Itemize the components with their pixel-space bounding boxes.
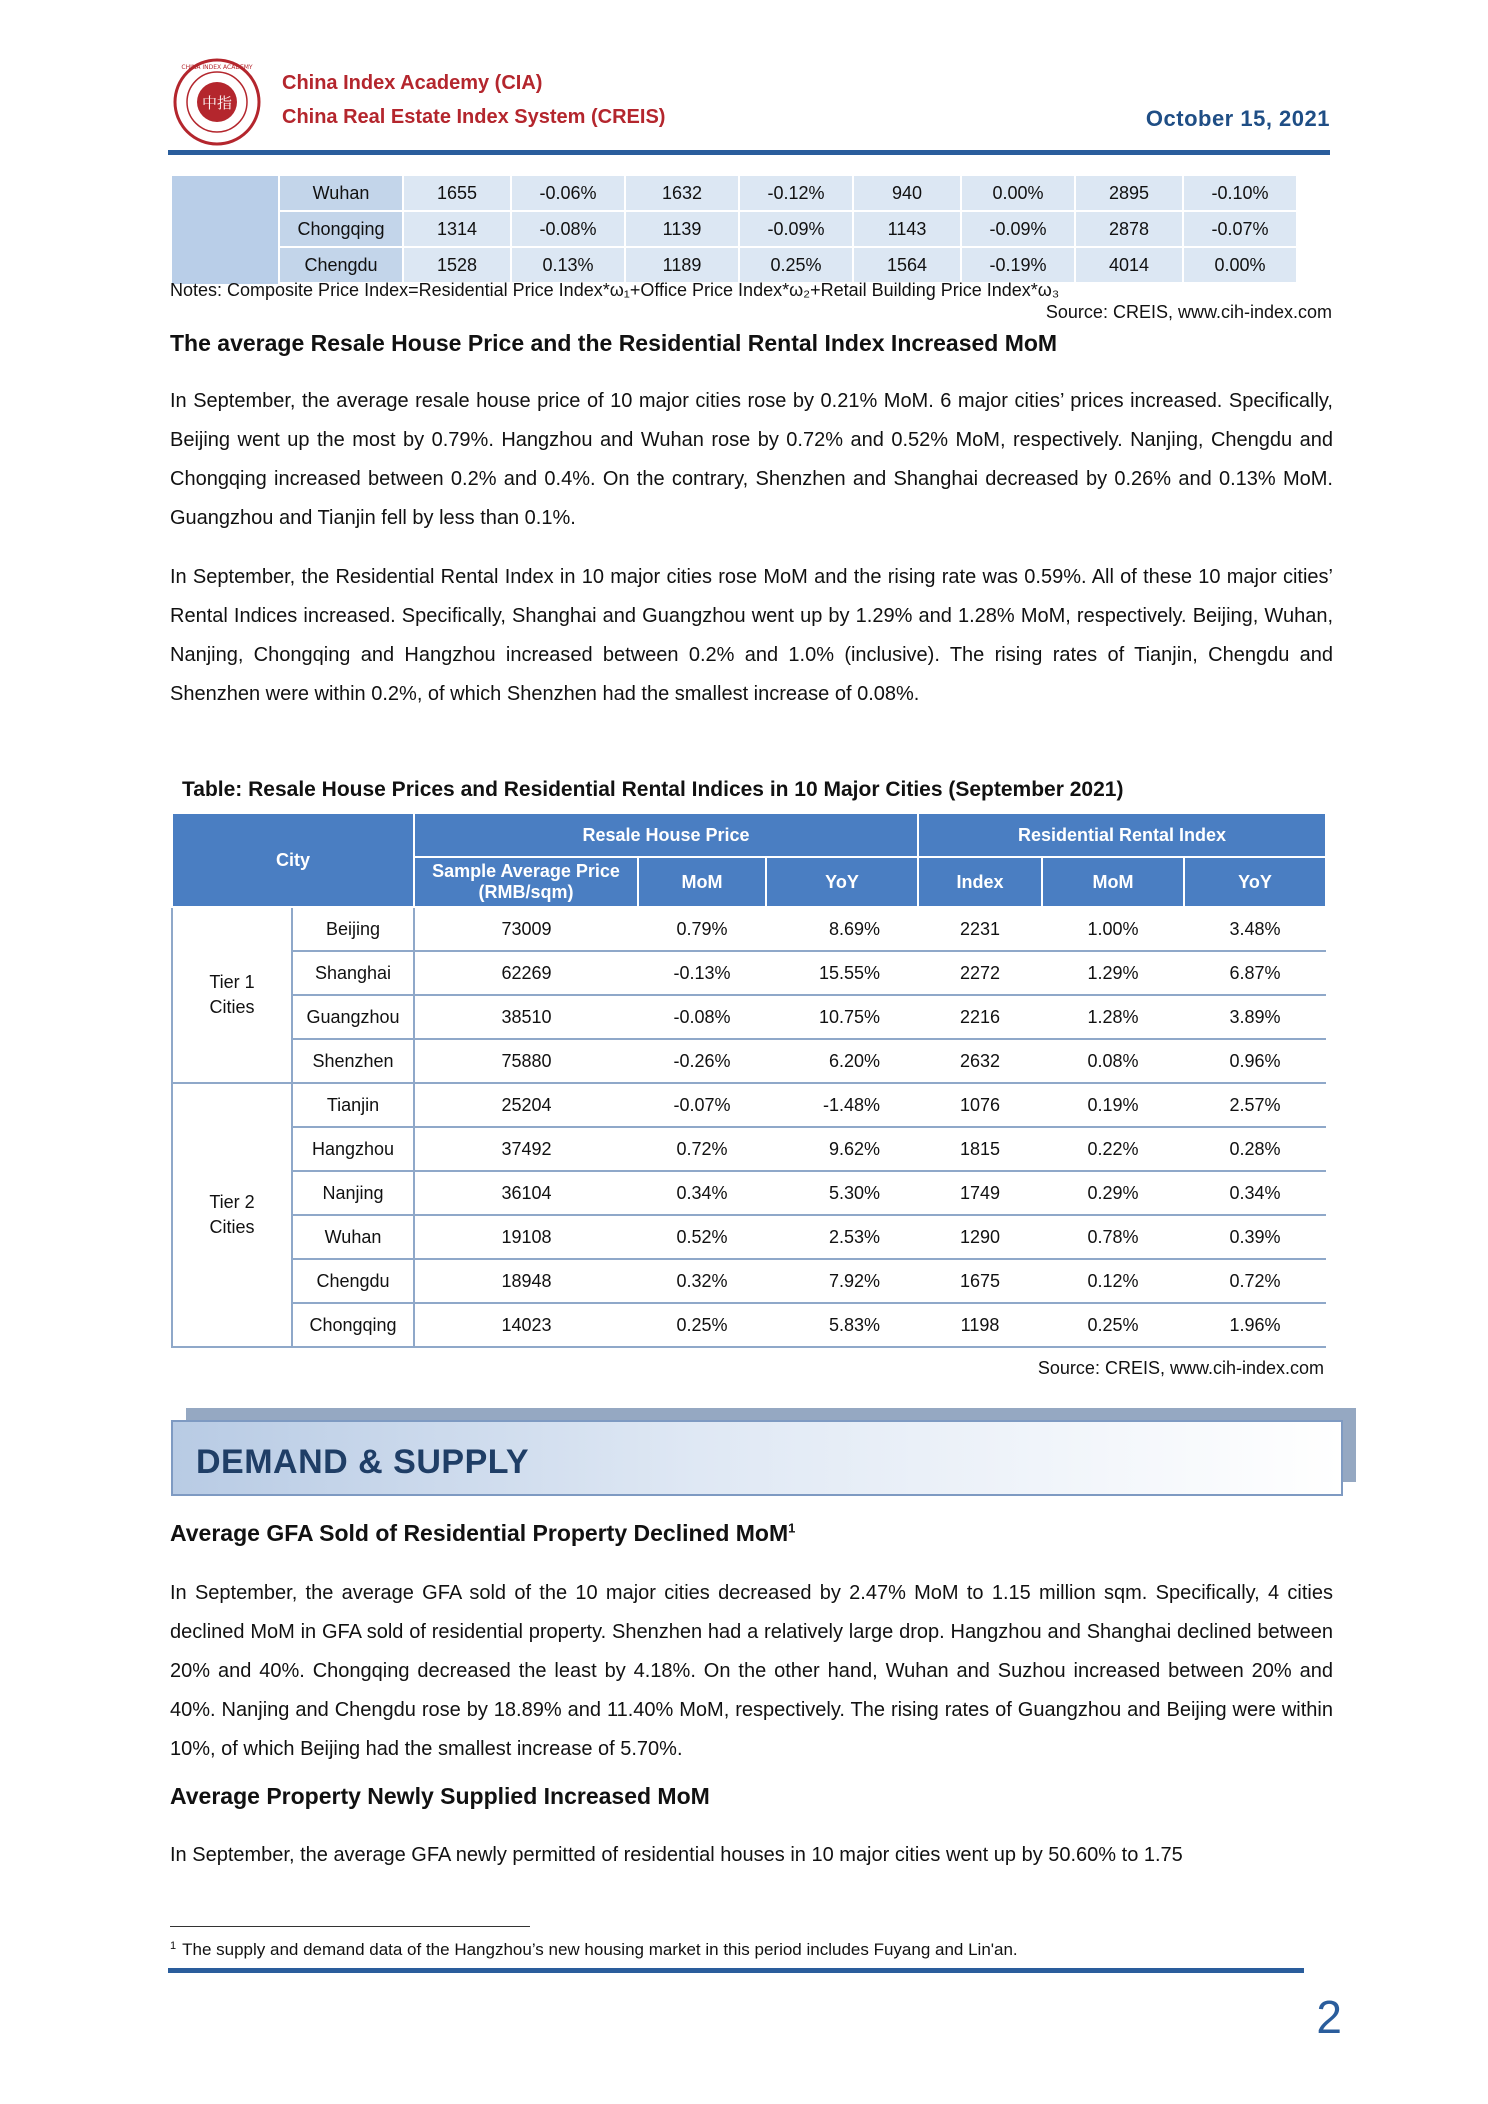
table-row bbox=[172, 1127, 1326, 1171]
table-notes: Notes: Composite Price Index=Residential Price Index*ω₁+Office Price Index*ω₂+Retail Building Price Index*ω₃ bbox=[170, 280, 1060, 300]
composite-index-table-fragment bbox=[172, 176, 1298, 284]
value-cell: 2878 bbox=[1076, 212, 1184, 248]
rmom-cell: 1.29% bbox=[1042, 951, 1184, 995]
ryoy-cell: 1.96% bbox=[1184, 1303, 1326, 1347]
mom-cell: -0.13% bbox=[638, 951, 766, 995]
footnote-rule bbox=[170, 1926, 530, 1927]
logo-ring-text: CHINA INDEX ACADEMY bbox=[181, 64, 253, 71]
tier-label-line: Tier 1 bbox=[209, 972, 255, 992]
heading-gfa-text: Average GFA Sold of Residential Property Declined MoM bbox=[170, 1520, 789, 1546]
table-row bbox=[172, 1303, 1326, 1347]
city-cell: Hangzhou bbox=[292, 1127, 414, 1171]
value-cell: -0.19% bbox=[962, 248, 1076, 284]
price-cell: 62269 bbox=[414, 951, 638, 995]
city-cell: Wuhan bbox=[280, 176, 404, 212]
footer-rule bbox=[168, 1968, 1304, 1973]
index-cell: 2216 bbox=[918, 995, 1042, 1039]
value-cell: 1143 bbox=[854, 212, 962, 248]
ryoy-cell: 0.96% bbox=[1184, 1039, 1326, 1083]
table-row bbox=[172, 951, 1326, 995]
top-table-row bbox=[172, 248, 1298, 284]
rmom-cell: 1.00% bbox=[1042, 907, 1184, 951]
price-cell: 36104 bbox=[414, 1171, 638, 1215]
index-cell: 2272 bbox=[918, 951, 1042, 995]
value-cell: 1632 bbox=[626, 176, 740, 212]
city-cell: Guangzhou bbox=[292, 995, 414, 1039]
yoy-cell: -1.48% bbox=[766, 1083, 918, 1127]
yoy-cell: 6.20% bbox=[766, 1039, 918, 1083]
table-row bbox=[172, 1171, 1326, 1215]
ryoy-cell: 3.89% bbox=[1184, 995, 1326, 1039]
header-rental-index: Residential Rental Index bbox=[918, 813, 1326, 857]
table-source-main: Source: CREIS, www.cih-index.com bbox=[1037, 1358, 1324, 1378]
logo-glyphs: 中指 bbox=[201, 94, 233, 112]
mom-cell: 0.32% bbox=[638, 1259, 766, 1303]
section-heading-supply: Average Property Newly Supplied Increased MoM bbox=[170, 1783, 710, 1809]
index-cell: 2632 bbox=[918, 1039, 1042, 1083]
header-rule bbox=[168, 150, 1330, 155]
table-source: Source: CREIS, www.cih-index.com bbox=[1045, 302, 1332, 322]
city-cell: Shanghai bbox=[292, 951, 414, 995]
index-cell: 1198 bbox=[918, 1303, 1042, 1347]
page-number: 2 bbox=[1316, 1991, 1342, 2043]
org-name-creis: China Real Estate Index System (CREIS) bbox=[282, 106, 666, 128]
paragraph-resale-price: In September, the average resale house price of 10 major cities rose by 0.21% MoM. 6 major cities’ prices increased. Specifically, Beijing went up the most by 0.79%. Hangzhou and Wuhan rose by 0.72% and 0.52% MoM, respectively. Nanjing, Chengdu and Chongqing increased between 0.2% and 0.4%. On the contrary, Shenzhen and Shanghai decreased by 0.26% and 0.13% MoM. Guangzhou and Tianjin fell by less than 0.1%. bbox=[170, 390, 1333, 529]
ryoy-cell: 0.28% bbox=[1184, 1127, 1326, 1171]
ryoy-cell: 0.39% bbox=[1184, 1215, 1326, 1259]
value-cell: -0.08% bbox=[512, 212, 626, 248]
mom-cell: -0.07% bbox=[638, 1083, 766, 1127]
value-cell: -0.07% bbox=[1184, 212, 1298, 248]
mom-cell: 0.34% bbox=[638, 1171, 766, 1215]
table-row bbox=[172, 1083, 1326, 1127]
cia-logo bbox=[172, 57, 262, 147]
footnote-text: The supply and demand data of the Hangzhou’s new housing market in this period includes Fuyang and Lin'an. bbox=[182, 1940, 1018, 1959]
value-cell: 0.25% bbox=[740, 248, 854, 284]
table-row bbox=[172, 1215, 1326, 1259]
value-cell: 1314 bbox=[404, 212, 512, 248]
value-cell: 940 bbox=[854, 176, 962, 212]
yoy-cell: 5.83% bbox=[766, 1303, 918, 1347]
report-date: October 15, 2021 bbox=[1145, 106, 1330, 131]
footnote bbox=[170, 1940, 1018, 1960]
rmom-cell: 0.08% bbox=[1042, 1039, 1184, 1083]
value-cell: 1189 bbox=[626, 248, 740, 284]
mom-cell: 0.72% bbox=[638, 1127, 766, 1171]
value-cell: -0.12% bbox=[740, 176, 854, 212]
mom-cell: -0.26% bbox=[638, 1039, 766, 1083]
value-cell: 0.13% bbox=[512, 248, 626, 284]
section-heading-gfa-sold bbox=[170, 1520, 795, 1547]
top-table-row bbox=[172, 212, 1298, 248]
value-cell: 4014 bbox=[1076, 248, 1184, 284]
header-index: Index bbox=[918, 857, 1042, 907]
value-cell: 1564 bbox=[854, 248, 962, 284]
index-cell: 2231 bbox=[918, 907, 1042, 951]
value-cell: -0.09% bbox=[962, 212, 1076, 248]
rmom-cell: 0.78% bbox=[1042, 1215, 1184, 1259]
ryoy-cell: 0.72% bbox=[1184, 1259, 1326, 1303]
ryoy-cell: 3.48% bbox=[1184, 907, 1326, 951]
yoy-cell: 10.75% bbox=[766, 995, 918, 1039]
table-row bbox=[172, 907, 1326, 951]
yoy-cell: 8.69% bbox=[766, 907, 918, 951]
header-rental-yoy: YoY bbox=[1184, 857, 1326, 907]
header-resale-price: Resale House Price bbox=[414, 813, 918, 857]
value-cell: -0.10% bbox=[1184, 176, 1298, 212]
value-cell: 1655 bbox=[404, 176, 512, 212]
yoy-cell: 9.62% bbox=[766, 1127, 918, 1171]
price-cell: 25204 bbox=[414, 1083, 638, 1127]
section-heading-resale: The average Resale House Price and the Residential Rental Index Increased MoM bbox=[170, 330, 1058, 356]
value-cell: 0.00% bbox=[1184, 248, 1298, 284]
header-city: City bbox=[172, 813, 414, 907]
price-cell: 75880 bbox=[414, 1039, 638, 1083]
city-cell: Chongqing bbox=[292, 1303, 414, 1347]
table-row bbox=[172, 995, 1326, 1039]
footnote-ref: 1 bbox=[788, 1520, 796, 1536]
table-caption: Table: Resale House Prices and Residential Rental Indices in 10 Major Cities (September 2021) bbox=[182, 778, 1124, 801]
paragraph-rental-index: In September, the Residential Rental Index in 10 major cities rose MoM and the rising rate was 0.59%. All of these 10 major cities’ Rental Indices increased. Specifically, Shanghai and Guangzhou went up by 1.29% and 1.28% MoM, respectively. Beijing, Wuhan, Nanjing, Chongqing and Hangzhou increased between 0.2% and 1.0% (inclusive). The rising rates of Tianjin, Chengdu and Shenzhen were within 0.2%, of which Shenzhen had the smallest increase of 0.08%. bbox=[170, 566, 1333, 705]
price-cell: 19108 bbox=[414, 1215, 638, 1259]
mom-cell: -0.08% bbox=[638, 995, 766, 1039]
resale-rental-table bbox=[171, 812, 1327, 1348]
value-cell: 0.00% bbox=[962, 176, 1076, 212]
yoy-cell: 15.55% bbox=[766, 951, 918, 995]
price-cell: 14023 bbox=[414, 1303, 638, 1347]
yoy-cell: 7.92% bbox=[766, 1259, 918, 1303]
value-cell: -0.09% bbox=[740, 212, 854, 248]
rmom-cell: 1.28% bbox=[1042, 995, 1184, 1039]
tier-label-line: Cities bbox=[209, 1217, 255, 1237]
rmom-cell: 0.19% bbox=[1042, 1083, 1184, 1127]
city-cell: Shenzhen bbox=[292, 1039, 414, 1083]
rmom-cell: 0.22% bbox=[1042, 1127, 1184, 1171]
header-mom: MoM bbox=[638, 857, 766, 907]
ryoy-cell: 2.57% bbox=[1184, 1083, 1326, 1127]
value-cell: 1139 bbox=[626, 212, 740, 248]
paragraph-gfa-sold: In September, the average GFA sold of the 10 major cities decreased by 2.47% MoM to 1.15 million sqm. Specifically, 4 cities declined MoM in GFA sold of residential property. Shenzhen had a relatively large drop. Hangzhou and Shanghai declined between 20% and 40%. Chongqing decreased the least by 4.18%. On the other hand, Wuhan and Suzhou increased between 20% and 40%. Nanjing and Chengdu rose by 18.89% and 11.40% MoM, respectively. The rising rates of Guangzhou and Beijing were within 10%, of which Beijing had the smallest increase of 5.70%. bbox=[170, 1582, 1333, 1760]
rmom-cell: 0.29% bbox=[1042, 1171, 1184, 1215]
table-row bbox=[172, 1259, 1326, 1303]
mom-cell: 0.52% bbox=[638, 1215, 766, 1259]
mom-cell: 0.25% bbox=[638, 1303, 766, 1347]
index-cell: 1749 bbox=[918, 1171, 1042, 1215]
tier-cell-blank bbox=[172, 176, 280, 284]
tier1-label bbox=[172, 907, 292, 1083]
city-cell: Chengdu bbox=[292, 1259, 414, 1303]
value-cell: -0.06% bbox=[512, 176, 626, 212]
city-cell: Nanjing bbox=[292, 1171, 414, 1215]
mom-cell: 0.79% bbox=[638, 907, 766, 951]
tier-label-line: Cities bbox=[209, 997, 255, 1017]
index-cell: 1815 bbox=[918, 1127, 1042, 1171]
index-cell: 1675 bbox=[918, 1259, 1042, 1303]
header-rental-mom: MoM bbox=[1042, 857, 1184, 907]
city-cell: Beijing bbox=[292, 907, 414, 951]
city-cell: Chengdu bbox=[280, 248, 404, 284]
value-cell: 1528 bbox=[404, 248, 512, 284]
tier2-label bbox=[172, 1083, 292, 1347]
tier-label-line: Tier 2 bbox=[209, 1192, 255, 1212]
table-row bbox=[172, 1039, 1326, 1083]
city-cell: Wuhan bbox=[292, 1215, 414, 1259]
ryoy-cell: 0.34% bbox=[1184, 1171, 1326, 1215]
price-cell: 73009 bbox=[414, 907, 638, 951]
rmom-cell: 0.25% bbox=[1042, 1303, 1184, 1347]
price-cell: 38510 bbox=[414, 995, 638, 1039]
price-cell: 18948 bbox=[414, 1259, 638, 1303]
city-cell: Chongqing bbox=[280, 212, 404, 248]
index-cell: 1290 bbox=[918, 1215, 1042, 1259]
price-cell: 37492 bbox=[414, 1127, 638, 1171]
value-cell: 2895 bbox=[1076, 176, 1184, 212]
ryoy-cell: 6.87% bbox=[1184, 951, 1326, 995]
top-table-row bbox=[172, 176, 1298, 212]
banner-title: DEMAND & SUPPLY bbox=[196, 1443, 530, 1481]
header-sample-price: Sample Average Price (RMB/sqm) bbox=[414, 857, 638, 907]
yoy-cell: 2.53% bbox=[766, 1215, 918, 1259]
rmom-cell: 0.12% bbox=[1042, 1259, 1184, 1303]
yoy-cell: 5.30% bbox=[766, 1171, 918, 1215]
header-yoy: YoY bbox=[766, 857, 918, 907]
org-name-cia: China Index Academy (CIA) bbox=[282, 72, 543, 94]
index-cell: 1076 bbox=[918, 1083, 1042, 1127]
city-cell: Tianjin bbox=[292, 1083, 414, 1127]
paragraph-supply: In September, the average GFA newly permitted of residential houses in 10 major cities went up by 50.60% to 1.75 bbox=[170, 1844, 1183, 1866]
footnote-mark: 1 bbox=[170, 1940, 177, 1952]
